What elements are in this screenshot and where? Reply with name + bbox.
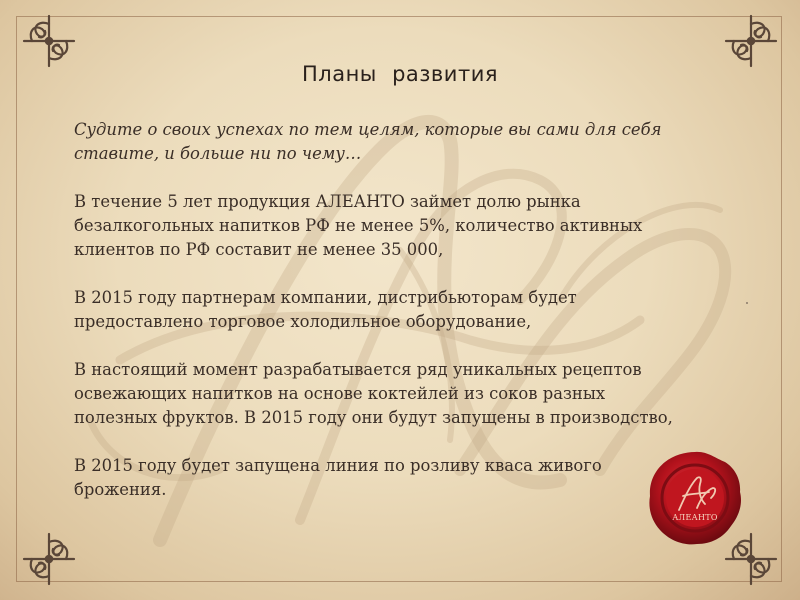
paragraph-equipment: В 2015 году партнерам компании, дистрибьюторам будет предоставлено торговое холодильное оборудование, (74, 288, 577, 331)
speck (746, 302, 748, 304)
motto-quote: Судите о своих успехах по тем целям, которые вы сами для себя ставите, и больше ни по чему… (74, 120, 662, 163)
seal-text: АЛЕАНТО (672, 513, 718, 522)
body-text (74, 118, 674, 526)
wax-seal-icon (645, 448, 745, 548)
flourish-ornament-icon (20, 530, 78, 588)
page-title: Планы развития (302, 62, 498, 86)
paragraph-market-share: В течение 5 лет продукция АЛЕАНТО займет долю рынка безалкогольных напитков РФ не менее 5%, количество активных клиентов по РФ составит не менее 35 000, (74, 192, 643, 259)
paragraph-recipes: В настоящий момент разрабатывается ряд уникальных рецептов освежающих напитков на основе коктейлей из соков разных полезных фруктов. В 2015 году они будут запущены в производство, (74, 360, 673, 427)
paragraph-kvass-line: В 2015 году будет запущена линия по розливу кваса живого брожения. (74, 456, 602, 499)
